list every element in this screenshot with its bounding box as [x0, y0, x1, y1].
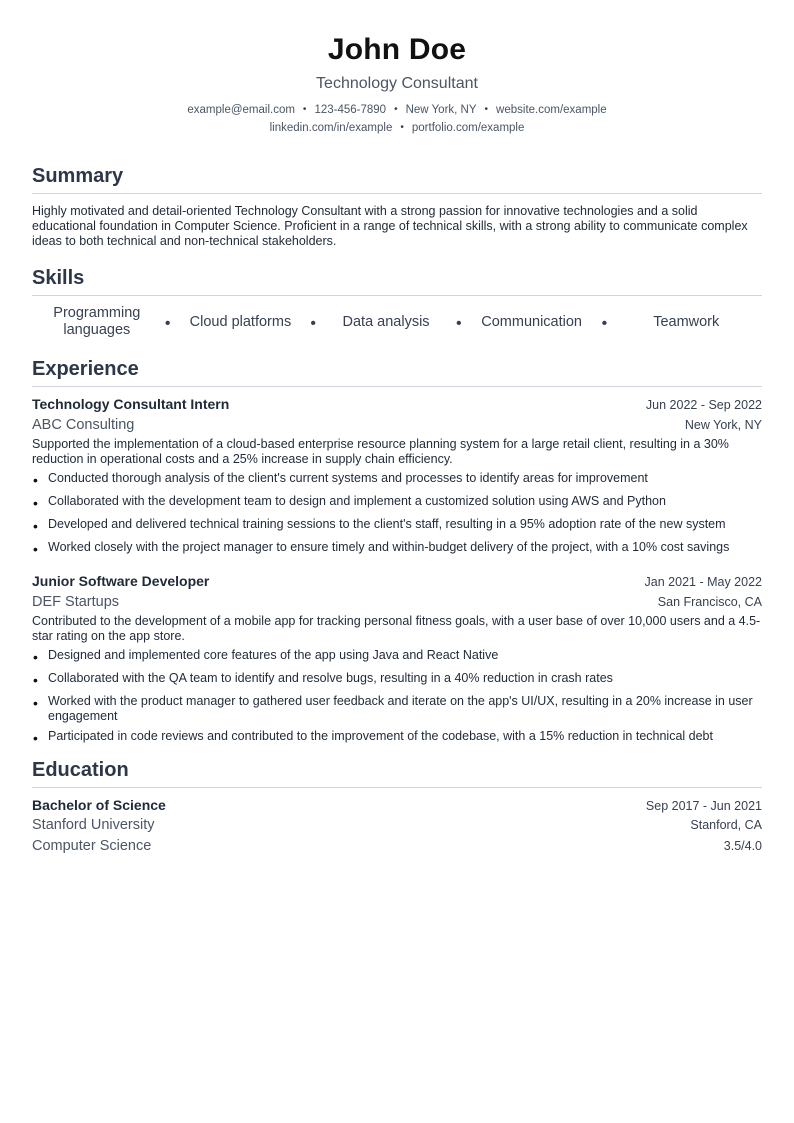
education-school-row	[32, 814, 762, 835]
skill-item: Data analysis	[342, 313, 430, 330]
contact-separator: •	[302, 104, 307, 115]
job-company-row	[32, 590, 762, 612]
resume-header	[32, 0, 762, 137]
section-divider	[32, 193, 762, 194]
job-bullet	[32, 517, 762, 535]
bullet-text: Conducted thorough analysis of the client's current systems and processes to identify areas for improvement	[48, 471, 648, 485]
skill-item: Programming languages	[53, 305, 141, 338]
job-description: Supported the implementation of a cloud-based enterprise resource planning system for a large retail client, resulting in a 30% reduction in operational costs and a 25% increase in supply chain efficiency.	[32, 437, 729, 466]
skill-item: Cloud platforms	[189, 313, 292, 330]
bullet-dot-icon: •	[33, 672, 38, 688]
education-degree-row	[32, 796, 762, 814]
contact-linkedin[interactable]: linkedin.com/in/example	[269, 122, 393, 134]
bullet-text: Designed and implemented core features of the app using Java and React Native	[48, 648, 499, 662]
job-dates: Jan 2021 - May 2022	[644, 575, 762, 589]
bullet-dot-icon: •	[33, 472, 38, 488]
bullet-text: Worked with the product manager to gathered user feedback and iterate on the app's UI/UX, resulting in a 20% increase in user engagement	[48, 694, 753, 723]
skill-separator: •	[456, 315, 462, 332]
skill-separator: •	[601, 315, 608, 332]
section-divider	[32, 787, 762, 788]
job-entry	[32, 572, 762, 747]
skill-item: Communication	[481, 313, 583, 330]
contact-phone[interactable]: 123-456-7890	[314, 104, 387, 116]
job-description: Contributed to the development of a mobile app for tracking personal fitness goals, with a user base of over 10,000 users and a 4.5-star rating on the app store.	[32, 614, 761, 643]
skill-item: Teamwork	[653, 313, 720, 330]
job-company-row	[32, 413, 762, 435]
skills-list	[32, 304, 762, 340]
education-field: Computer Science	[32, 838, 152, 854]
contact-separator: •	[394, 104, 398, 115]
job-bullet	[32, 471, 762, 489]
section-title-education: Education	[32, 759, 129, 781]
contact-location: New York, NY	[405, 104, 477, 116]
section-title-summary: Summary	[32, 165, 124, 187]
job-entry	[32, 395, 762, 558]
job-title: Junior Software Developer	[32, 573, 210, 589]
section-divider	[32, 295, 762, 296]
job-bullet	[32, 540, 762, 558]
bullet-text: Collaborated with the QA team to identify and resolve bugs, resulting in a 40% reduction in crash rates	[48, 671, 613, 685]
bullet-text: Worked closely with the project manager to ensure timely and within-budget delivery of the project, with a 10% cost savings	[48, 540, 730, 554]
bullet-dot-icon: •	[33, 695, 38, 711]
bullet-text: Collaborated with the development team to design and implement a customized solution using AWS and Python	[48, 494, 666, 508]
bullet-dot-icon: •	[33, 730, 38, 746]
skills-section	[32, 265, 762, 340]
education-section	[32, 757, 762, 856]
education-dates: Sep 2017 - Jun 2021	[645, 799, 762, 813]
job-company: DEF Startups	[32, 594, 120, 610]
candidate-role: Technology Consultant	[316, 75, 478, 92]
job-location: San Francisco, CA	[657, 595, 762, 609]
contact-email[interactable]: example@email.com	[187, 104, 295, 116]
bullet-text: Participated in code reviews and contributed to the improvement of the codebase, with a 15% reduction in technical debt	[48, 729, 713, 743]
job-title: Technology Consultant Intern	[32, 396, 230, 412]
job-title-row	[32, 395, 762, 413]
candidate-name: John Doe	[327, 33, 467, 66]
contact-website[interactable]: website.com/example	[496, 104, 607, 116]
education-location: Stanford, CA	[690, 818, 762, 832]
bullet-text: Developed and delivered technical training sessions to the client's staff, resulting in a 95% adoption rate of the new system	[48, 517, 726, 531]
contact-portfolio[interactable]: portfolio.com/example	[411, 122, 525, 134]
education-field-row	[32, 835, 762, 856]
contact-line-2	[32, 119, 762, 137]
job-title-row	[32, 572, 762, 590]
contact-line-1	[32, 101, 762, 119]
bullet-dot-icon: •	[33, 495, 38, 511]
contact-separator: •	[400, 122, 404, 133]
job-company: ABC Consulting	[32, 417, 135, 433]
contact-separator: •	[484, 104, 489, 115]
job-bullet	[32, 494, 762, 512]
education-school: Stanford University	[32, 817, 155, 833]
job-bullet	[32, 729, 762, 747]
bullet-dot-icon: •	[33, 649, 38, 665]
bullet-dot-icon: •	[33, 541, 38, 557]
job-location: New York, NY	[684, 418, 762, 432]
education-degree: Bachelor of Science	[32, 797, 166, 813]
job-bullet	[32, 694, 762, 724]
bullet-dot-icon: •	[33, 518, 38, 534]
section-title-experience: Experience	[32, 358, 139, 380]
summary-text: Highly motivated and detail-oriented Technology Consultant with a strong passion for innovative technologies and a solid educational foundation in Computer Science. Proficient in a range of technical skills, with a strong ability to communicate complex ideas to both technical and non-technical stakeholders.	[32, 204, 748, 248]
summary-section	[32, 163, 762, 249]
job-bullet	[32, 648, 762, 666]
section-title-skills: Skills	[32, 267, 85, 289]
job-bullet-list	[32, 648, 762, 747]
job-bullet	[32, 671, 762, 689]
skill-separator: •	[310, 315, 317, 332]
job-bullet-list	[32, 471, 762, 558]
education-gpa: 3.5/4.0	[723, 839, 762, 853]
skill-separator: •	[164, 315, 171, 332]
section-divider	[32, 386, 762, 387]
experience-section	[32, 356, 762, 747]
job-dates: Jun 2022 - Sep 2022	[645, 398, 762, 412]
education-entry	[32, 796, 762, 856]
